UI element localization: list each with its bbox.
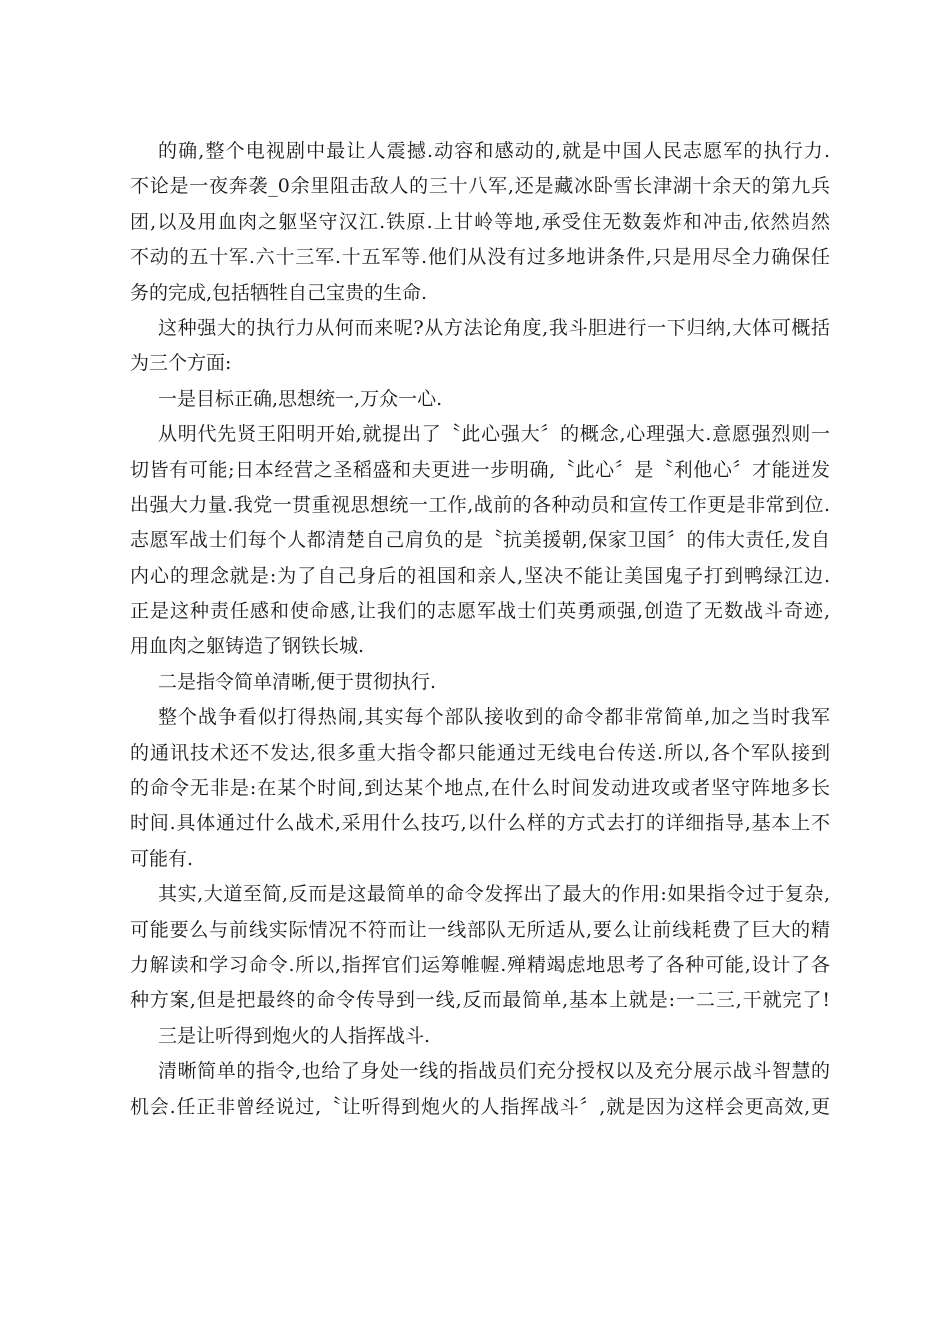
text-line: 三是让听得到炮火的人指挥战斗. [158, 1024, 431, 1047]
text-line: 二是指令简单清晰,便于贯彻执行. [158, 670, 437, 693]
text-line: 为三个方面: [130, 352, 232, 375]
paragraph-2 [130, 311, 830, 382]
text-line: 一是目标正确,思想统一,万众一心. [158, 387, 443, 410]
text-line: 可能要么与前线实际情况不符而让一线部队无所适从,要么让前线耗费了巨大的精 [130, 918, 830, 941]
text-line: 力解读和学习命令.所以,指挥官们运筹帷幄.殚精竭虑地思考了各种可能,设计了各 [130, 953, 830, 976]
text-line: 从明代先贤王阳明开始,就提出了〝此心强大〞的概念,心理强大.意愿强烈则一 [158, 423, 830, 446]
text-line: 出强大力量.我党一贯重视思想统一工作,战前的各种动员和宣传工作更是非常到位. [130, 493, 830, 516]
text-line: 整个战争看似打得热闹,其实每个部队接收到的命令都非常简单,加之当时我军 [158, 706, 830, 729]
heading-point-2 [130, 665, 830, 700]
text-line: 其实,大道至简,反而是这最简单的命令发挥出了最大的作用:如果指令过于复杂, [158, 883, 830, 906]
text-line: 用血肉之躯铸造了钢铁长城. [130, 635, 365, 658]
text-line: 清晰简单的指令,也给了身处一线的指战员们充分授权以及充分展示战斗智慧的 [158, 1060, 830, 1083]
paragraph-6 [130, 1054, 830, 1125]
document-body [130, 134, 830, 1125]
text-line: 种方案,但是把最终的命令传导到一线,反而最简单,基本上就是:一二三,干就完了! [130, 989, 830, 1012]
text-line: 时间.具体通过什么战术,采用什么技巧,以什么样的方式去打的详细指导,基本上不 [130, 812, 830, 835]
text-line: 不动的五十军.六十三军.十五军等.他们从没有过多地讲条件,只是用尽全力确保任 [130, 246, 830, 269]
paragraph-4 [130, 700, 830, 877]
paragraph-3 [130, 417, 830, 665]
text-line: 不论是一夜奔袭_0余里阻击敌人的三十八军,还是藏冰卧雪长津湖十余天的第九兵 [130, 175, 830, 198]
text-line: 可能有. [130, 847, 194, 870]
text-line: 的确,整个电视剧中最让人震撼.动容和感动的,就是中国人民志愿军的执行力. [158, 140, 830, 162]
text-line: 的命令无非是:在某个时间,到达某个地点,在什么时间发动进攻或者坚守阵地多长 [130, 777, 830, 800]
text-line: 机会.任正非曾经说过,〝让听得到炮火的人指挥战斗〞,就是因为这样会更高效,更 [130, 1095, 830, 1118]
text-line: 这种强大的执行力从何而来呢?从方法论角度,我斗胆进行一下归纳,大体可概括 [158, 316, 830, 339]
text-line: 的通讯技术还不发达,很多重大指令都只能通过无线电台传送.所以,各个军队接到 [130, 741, 830, 764]
text-line: 志愿军战士们每个人都清楚自己肩负的是〝抗美援朝,保家卫国〞的伟大责任,发自 [130, 529, 830, 552]
text-line: 切皆有可能;日本经营之圣稻盛和夫更进一步明确,〝此心〞是〝利他心〞才能迸发 [130, 458, 830, 481]
text-line: 团,以及用血肉之躯坚守汉江.铁原.上甘岭等地,承受住无数轰炸和冲击,依然岿然 [130, 210, 830, 233]
paragraph-1 [130, 134, 830, 311]
paragraph-5 [130, 877, 830, 1019]
text-line: 内心的理念就是:为了自己身后的祖国和亲人,坚决不能让美国鬼子打到鸭绿江边. [130, 564, 830, 587]
heading-point-3 [130, 1019, 830, 1054]
heading-point-1 [130, 382, 830, 417]
text-line: 务的完成,包括牺牲自己宝贵的生命. [130, 281, 428, 304]
text-line: 正是这种责任感和使命感,让我们的志愿军战士们英勇顽强,创造了无数战斗奇迹, [130, 600, 830, 623]
